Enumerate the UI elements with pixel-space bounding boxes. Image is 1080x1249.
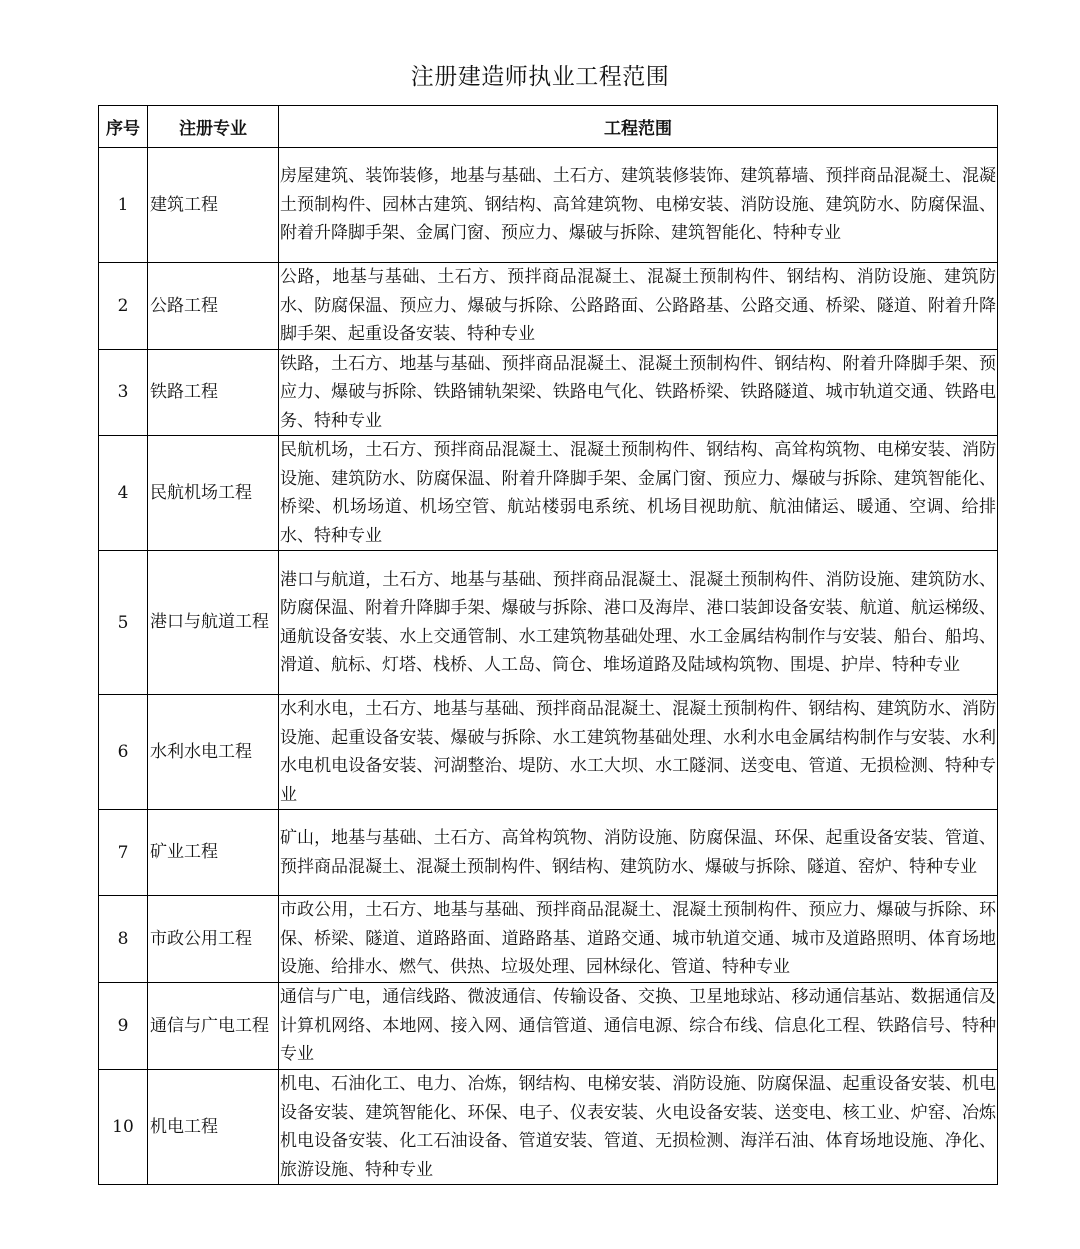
row-scope: 通信与广电，通信线路、微波通信、传输设备、交换、卫星地球站、移动通信基站、数据通信及计算机网络、本地网、接入网、通信管道、通信电源、综合布线、信息化工程、铁路信号、特种专业 (279, 983, 998, 1070)
row-major: 公路工程 (148, 263, 279, 350)
table-row (99, 551, 998, 695)
table-row (99, 896, 998, 983)
table-header-row (99, 106, 998, 148)
row-scope: 铁路，土石方、地基与基础、预拌商品混凝土、混凝土预制构件、钢结构、附着升降脚手架、预应力、爆破与拆除、铁路铺轨架梁、铁路电气化、铁路桥梁、铁路隧道、城市轨道交通、铁路电务、特种专业 (279, 349, 998, 436)
table-row (99, 1070, 998, 1185)
table-row (99, 810, 998, 896)
row-major: 港口与航道工程 (148, 551, 279, 695)
row-major: 建筑工程 (148, 148, 279, 263)
row-index: 5 (99, 551, 148, 695)
row-major: 水利水电工程 (148, 695, 279, 810)
row-scope: 水利水电，土石方、地基与基础、预拌商品混凝土、混凝土预制构件、钢结构、建筑防水、消防设施、起重设备安装、爆破与拆除、水工建筑物基础处理、水利水电金属结构制作与安装、水利水电机电设备安装、河湖整治、堤防、水工大坝、水工隧洞、送变电、管道、无损检测、特种专业 (279, 695, 998, 810)
header-scope: 工程范围 (279, 106, 998, 148)
table-row (99, 349, 998, 436)
header-index: 序号 (99, 106, 148, 148)
row-index: 4 (99, 436, 148, 551)
row-scope: 房屋建筑、装饰装修，地基与基础、土石方、建筑装修装饰、建筑幕墙、预拌商品混凝土、混凝土预制构件、园林古建筑、钢结构、高耸建筑物、电梯安装、消防设施、建筑防水、防腐保温、附着升降脚手架、金属门窗、预应力、爆破与拆除、建筑智能化、特种专业 (279, 148, 998, 263)
header-major: 注册专业 (148, 106, 279, 148)
row-scope: 民航机场，土石方、预拌商品混凝土、混凝土预制构件、钢结构、高耸构筑物、电梯安装、消防设施、建筑防水、防腐保温、附着升降脚手架、金属门窗、预应力、爆破与拆除、建筑智能化、桥梁、机场场道、机场空管、航站楼弱电系统、机场目视助航、航油储运、暖通、空调、给排水、特种专业 (279, 436, 998, 551)
row-major: 市政公用工程 (148, 896, 279, 983)
row-major: 矿业工程 (148, 810, 279, 896)
row-scope: 港口与航道，土石方、地基与基础、预拌商品混凝土、混凝土预制构件、消防设施、建筑防水、防腐保温、附着升降脚手架、爆破与拆除、港口及海岸、港口装卸设备安装、航道、航运梯级、通航设备安装、水上交通管制、水工建筑物基础处理、水工金属结构制作与安装、船台、船坞、滑道、航标、灯塔、栈桥、人工岛、筒仓、堆场道路及陆域构筑物、围堤、护岸、特种专业 (279, 551, 998, 695)
row-scope: 矿山，地基与基础、土石方、高耸构筑物、消防设施、防腐保温、环保、起重设备安装、管道、预拌商品混凝土、混凝土预制构件、钢结构、建筑防水、爆破与拆除、隧道、窑炉、特种专业 (279, 810, 998, 896)
row-index: 7 (99, 810, 148, 896)
row-index: 10 (99, 1070, 148, 1185)
table-row (99, 695, 998, 810)
row-major: 机电工程 (148, 1070, 279, 1185)
row-index: 3 (99, 349, 148, 436)
row-major: 铁路工程 (148, 349, 279, 436)
row-index: 1 (99, 148, 148, 263)
table-row (99, 436, 998, 551)
row-major: 民航机场工程 (148, 436, 279, 551)
page-title: 注册建造师执业工程范围 (410, 64, 670, 90)
row-index: 2 (99, 263, 148, 350)
row-scope: 公路，地基与基础、土石方、预拌商品混凝土、混凝土预制构件、钢结构、消防设施、建筑防水、防腐保温、预应力、爆破与拆除、公路路面、公路路基、公路交通、桥梁、隧道、附着升降脚手架、起重设备安装、特种专业 (279, 263, 998, 350)
row-major: 通信与广电工程 (148, 983, 279, 1070)
row-index: 6 (99, 695, 148, 810)
table-row (99, 148, 998, 263)
row-scope: 机电、石油化工、电力、冶炼，钢结构、电梯安装、消防设施、防腐保温、起重设备安装、机电设备安装、建筑智能化、环保、电子、仪表安装、火电设备安装、送变电、核工业、炉窑、冶炼机电设备安装、化工石油设备、管道安装、管道、无损检测、海洋石油、体育场地设施、净化、旅游设施、特种专业 (279, 1070, 998, 1185)
row-scope: 市政公用，土石方、地基与基础、预拌商品混凝土、混凝土预制构件、预应力、爆破与拆除、环保、桥梁、隧道、道路路面、道路路基、道路交通、城市轨道交通、城市及道路照明、体育场地设施、给排水、燃气、供热、垃圾处理、园林绿化、管道、特种专业 (279, 896, 998, 983)
table-row (99, 263, 998, 350)
row-index: 9 (99, 983, 148, 1070)
table-row (99, 983, 998, 1070)
scope-table (98, 105, 998, 1185)
row-index: 8 (99, 896, 148, 983)
